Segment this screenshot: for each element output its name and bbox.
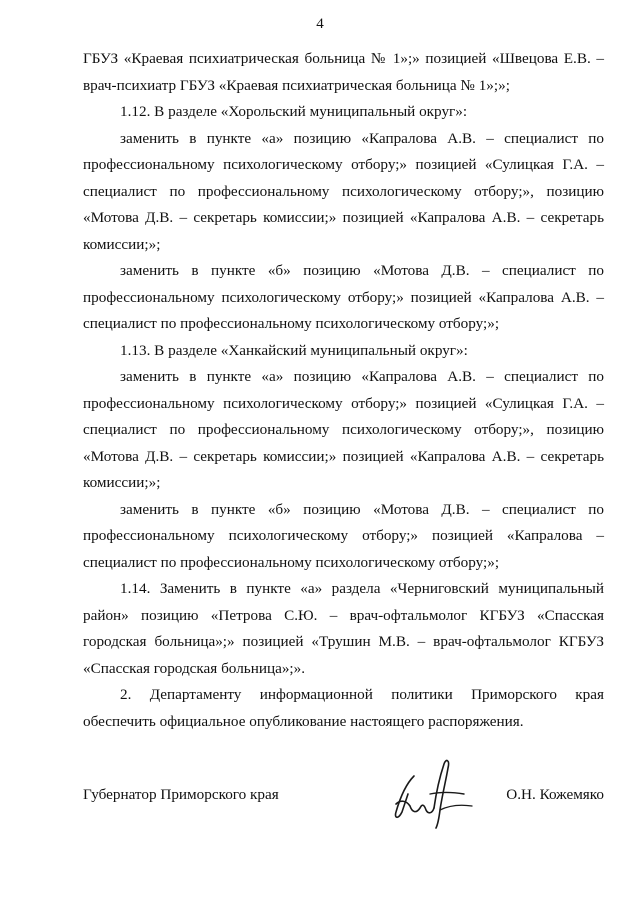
section-heading-1-12: 1.12. В разделе «Хорольский муниципальный округ»:: [120, 103, 468, 120]
handwritten-signature-icon: [366, 754, 486, 834]
signature-block: [83, 762, 604, 832]
paragraph-khanka-point-b: заменить в пункте «б» позицию «Мотова Д.В. – специалист по профессиональному психологическому отбору;» позицией «Капралова – специалист по профессиональному психологическому отбору;»;: [83, 500, 604, 571]
paragraph-2-publication: 2. Департаменту информационной политики Приморского края обеспечить официальное опубликование настоящего распоряжения.: [83, 686, 604, 730]
paragraph-khanka-point-a: заменить в пункте «а» позицию «Капралова А.В. – специалист по профессиональному психологическому отбору;» позицией «Сулицкая Г.А. – специалист по профессиональному психологическому отбору;», позицию «Мотова Д.В. – секретарь комиссии;» позицией «Капралова А.В. – секретарь комиссии;»;: [83, 368, 604, 491]
paragraph-continuation: ГБУЗ «Краевая психиатрическая больница № 1»;» позицией «Швецова Е.В. – врач-психиатр ГБУЗ «Краевая психиатрическая больница № 1»;»;: [83, 50, 604, 94]
paragraph-khorol-point-a: заменить в пункте «а» позицию «Капралова А.В. – специалист по профессиональному психологическому отбору;» позицией «Сулицкая Г.А. – специалист по профессиональному психологическому отбору;», позицию «Мотова Д.В. – секретарь комиссии;» позицией «Капралова А.В. – секретарь комиссии;»;: [83, 129, 604, 253]
signatory-name: О.Н. Кожемяко: [506, 786, 604, 803]
paragraph-1-14: 1.14. Заменить в пункте «а» раздела «Черниговский муниципальный район» позицию «Петрова С.Ю. – врач-офтальмолог КГБУЗ «Спасская городская больница»;» позицией «Трушин М.В. – врач-офтальмолог КГБУЗ «Спасская городская больница»;».: [83, 580, 604, 677]
document-body: [83, 46, 604, 735]
signatory-position: Губернатор Приморского края: [83, 786, 279, 803]
paragraph-khorol-point-b: заменить в пункте «б» позицию «Мотова Д.В. – специалист по профессиональному психологическому отбору;» позицией «Капралова А.В. – специалист по профессиональному психологическому отбору;»;: [83, 262, 604, 332]
page-number: 4: [316, 16, 324, 32]
section-heading-1-13: 1.13. В разделе «Ханкайский муниципальный округ»:: [120, 341, 468, 359]
